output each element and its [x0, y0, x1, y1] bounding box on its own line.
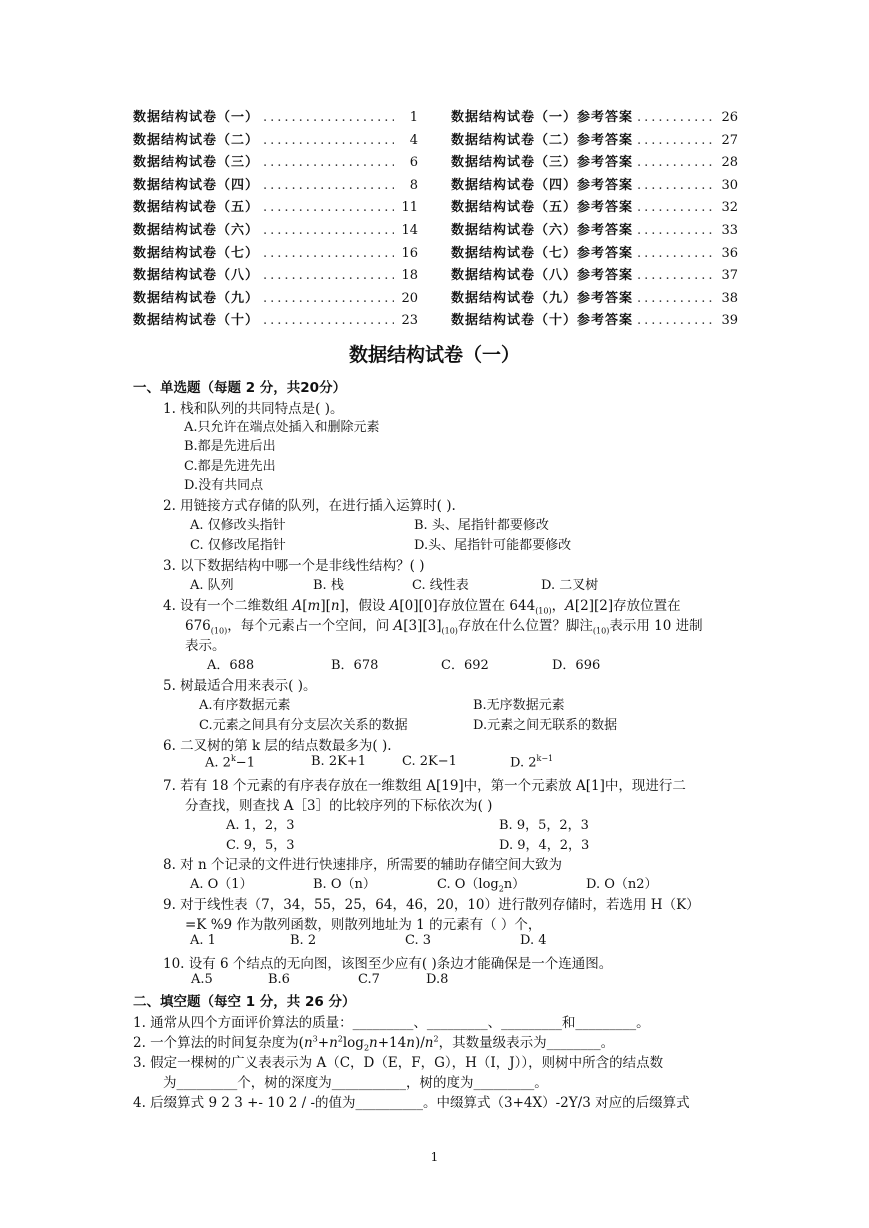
question-4-option-c: C．692 — [441, 658, 489, 673]
toc-leader-dots — [637, 223, 712, 238]
toc-entry-left[interactable] — [133, 309, 418, 328]
question-6-option-a: A. $2^k-1$ — [205, 754, 255, 771]
toc-entry-title: 数据结构试卷（八）参考答案 — [451, 268, 634, 284]
toc-entry-title: 数据结构试卷（四）参考答案 — [451, 177, 634, 193]
toc-entry-page: 18 — [401, 268, 418, 284]
toc-entry-page: 27 — [721, 132, 738, 148]
fill-question-4: 4. 后缀算式 9 2 3 +- 10 2 / -的值为__________。中缀算式（3+4X）-2Y/3 对应的后缀算式 — [133, 1095, 690, 1111]
toc-entry-page: 16 — [401, 245, 418, 261]
question-3-option-b: B. 栈 — [313, 578, 344, 593]
question-6-option-c: C. 2K−1 — [402, 754, 457, 769]
question-9-option-b: B. 2 — [290, 933, 317, 948]
toc-entry-page: 37 — [721, 268, 738, 284]
toc-leader-dots — [637, 178, 712, 193]
toc-entry-title: 数据结构试卷（五） — [133, 200, 260, 216]
question-4-option-a: A．688 — [207, 658, 255, 673]
question-10-option-c: C.7 — [358, 972, 380, 987]
question-3-option-d: D. 二叉树 — [541, 578, 599, 593]
toc-entry-title: 数据结构试卷（九） — [133, 290, 260, 306]
toc-entry-title: 数据结构试卷（一）参考答案 — [451, 110, 634, 125]
question-1-option-d: D.没有共同点 — [184, 478, 264, 493]
toc-entry-left[interactable] — [133, 264, 418, 283]
question-5-option-b: B.无序数据元素 — [473, 698, 565, 713]
question-7-line-2: 分查找，则查找 A［3］的比较序列的下标依次为( ) — [185, 798, 493, 814]
toc-entry-page: 39 — [721, 313, 738, 329]
toc-entry-page: 20 — [401, 290, 418, 306]
toc-row — [133, 287, 743, 310]
toc-entry-left[interactable] — [133, 196, 418, 215]
question-2-option-b: B. 头、尾指针都要修改 — [414, 518, 549, 533]
toc-entry-left[interactable] — [133, 219, 418, 238]
toc-entry-left[interactable] — [133, 106, 418, 125]
question-6-option-b: B. 2K+1 — [311, 754, 366, 769]
question-10-option-a: A.5 — [191, 972, 213, 987]
toc-entry-title: 数据结构试卷（二）参考答案 — [451, 132, 634, 148]
toc-entry-page: 14 — [401, 222, 418, 238]
question-9-option-a: A. 1 — [190, 933, 216, 948]
question-2-stem: 2. 用链接方式存储的队列，在进行插入运算时( ). — [163, 498, 456, 514]
toc-entry-right[interactable] — [451, 309, 738, 328]
toc-entry-title: 数据结构试卷（九）参考答案 — [451, 290, 634, 306]
toc-entry-left[interactable] — [133, 129, 418, 148]
toc-entry-title: 数据结构试卷（二） — [133, 132, 260, 148]
toc-entry-right[interactable] — [451, 219, 738, 238]
toc-entry-title: 数据结构试卷（七） — [133, 245, 260, 261]
toc-entry-page: 11 — [401, 200, 418, 216]
toc-entry-title: 数据结构试卷（四） — [133, 177, 260, 193]
question-4-option-d: D．696 — [552, 658, 601, 673]
question-1-option-a: A.只允许在端点处插入和删除元素 — [184, 420, 380, 435]
toc-leader-dots — [263, 246, 394, 261]
question-2-option-c: C. 仅修改尾指针 — [190, 538, 286, 553]
toc-entry-title: 数据结构试卷（七）参考答案 — [451, 245, 634, 261]
toc-entry-title: 数据结构试卷（六）参考答案 — [451, 222, 634, 238]
toc-leader-dots — [263, 178, 394, 193]
question-3-option-a: A. 队列 — [190, 578, 234, 593]
toc-entry-title: 数据结构试卷（一） — [133, 110, 260, 125]
toc-row — [133, 106, 743, 129]
toc-entry-page: 36 — [721, 245, 738, 261]
toc-row — [133, 309, 743, 332]
question-8-option-d: D. O（n2） — [586, 877, 658, 892]
toc-entry-page: 26 — [721, 110, 738, 125]
question-5-option-c: C.元素之间具有分支层次关系的数据 — [199, 718, 408, 733]
section-heading-fill-blank: 二、填空题（每空 1 分，共 26 分） — [133, 994, 356, 1010]
toc-leader-dots — [263, 155, 394, 170]
question-4-line-3: 表示。 — [185, 638, 226, 654]
paper-title: 数据结构试卷（一） — [348, 344, 520, 366]
question-2-option-a: A. 仅修改头指针 — [190, 518, 286, 533]
toc-entry-left[interactable] — [133, 242, 418, 261]
toc-entry-title: 数据结构试卷（五）参考答案 — [451, 200, 634, 216]
question-9-line-1: 9. 对于线性表（7，34，55，25，64，46，20，10）进行散列存储时，若选用 H（K） — [163, 897, 700, 913]
toc-entry-page: 6 — [409, 155, 418, 171]
question-1-stem: 1. 栈和队列的共同特点是( )。 — [163, 401, 344, 417]
fill-question-1: 1. 通常从四个方面评价算法的质量：_________、_________、_________和_________。 — [133, 1015, 650, 1031]
toc-leader-dots — [637, 246, 712, 261]
question-10-option-b: B.6 — [268, 972, 290, 987]
toc-row — [133, 196, 743, 219]
toc-entry-right[interactable] — [451, 129, 738, 148]
toc-entry-page: 33 — [721, 222, 738, 238]
question-2-option-d: D.头、尾指针可能都要修改 — [414, 538, 572, 553]
question-9-option-d: D. 4 — [520, 933, 547, 948]
toc-entry-left[interactable] — [133, 287, 418, 306]
toc-leader-dots — [637, 200, 712, 215]
toc-entry-page: 38 — [721, 290, 738, 306]
toc-row — [133, 219, 743, 242]
question-1-option-b: B.都是先进后出 — [184, 439, 276, 454]
question-7-option-d: D. 9，4，2，3 — [499, 838, 590, 853]
toc-entry-title: 数据结构试卷（三） — [133, 155, 260, 171]
question-7-option-a: A. 1，2，3 — [226, 818, 295, 833]
toc-leader-dots — [263, 291, 394, 306]
toc-entry-left[interactable] — [133, 174, 418, 193]
toc-entry-page: 8 — [409, 177, 418, 193]
question-3-option-c: C. 线性表 — [412, 578, 469, 593]
toc-entry-title: 数据结构试卷（八） — [133, 268, 260, 284]
toc-leader-dots — [637, 268, 712, 283]
question-6-option-d: D. $2^{k-1}$ — [510, 754, 554, 771]
question-1-option-c: C.都是先进先出 — [184, 459, 276, 474]
fill-question-2: 2. 一个算法的时间复杂度为$(n^3+n^2\log_2n+14n)/n^2$，其数量级表示为________。 — [133, 1034, 615, 1053]
question-5-option-d: D.元素之间无联系的数据 — [473, 718, 618, 733]
toc-entry-right[interactable] — [451, 287, 738, 306]
toc-leader-dots — [637, 291, 712, 306]
question-10-stem: 10. 设有 6 个结点的无向图，该图至少应有( )条边才能确保是一个连通图。 — [163, 956, 613, 972]
question-5-option-a: A.有序数据元素 — [199, 698, 291, 713]
toc-entry-right[interactable] — [451, 151, 738, 170]
toc-row — [133, 174, 743, 197]
question-8-option-a: A. O（1） — [190, 877, 253, 892]
toc-entry-page: 1 — [409, 110, 418, 125]
toc-entry-title: 数据结构试卷（十）参考答案 — [451, 313, 634, 329]
toc-leader-dots — [263, 223, 394, 238]
toc-entry-page: 23 — [401, 313, 418, 329]
question-9-line-2: =K %9 作为散列函数，则散列地址为 1 的元素有（ ）个， — [185, 917, 542, 933]
question-4-option-b: B．678 — [331, 658, 379, 673]
question-6-stem: 6. 二叉树的第 k 层的结点数最多为( ). — [163, 738, 392, 754]
toc-entry-right[interactable] — [451, 106, 738, 125]
question-5-stem: 5. 树最适合用来表示( )。 — [163, 678, 317, 694]
toc-leader-dots — [263, 133, 394, 148]
question-7-option-c: C. 9，5，3 — [226, 838, 295, 853]
fill-question-3-line-1: 3. 假定一棵树的广义表表示为 A（C，D（E，F，G），H（I，J）），则树中所含的结点数 — [133, 1055, 664, 1071]
question-10-option-d: D.8 — [426, 972, 449, 987]
toc-leader-dots — [637, 133, 712, 148]
fill-question-3-line-2: 为_________个，树的深度为___________，树的度为_________。 — [163, 1075, 548, 1091]
toc-entry-title: 数据结构试卷（三）参考答案 — [451, 155, 634, 171]
toc-entry-right[interactable] — [451, 242, 738, 261]
toc-entry-left[interactable] — [133, 151, 418, 170]
toc-row — [133, 242, 743, 265]
question-7-line-1: 7. 若有 18 个元素的有序表存放在一维数组 A[19]中，第一个元素放 A[1]中，现进行二 — [163, 778, 686, 794]
section-heading-single-choice: 一、单选题（每题 2 分，共20分） — [133, 380, 347, 396]
toc-leader-dots — [263, 200, 394, 215]
question-8-stem: 8. 对 n 个记录的文件进行快速排序，所需要的辅助存储空间大致为 — [163, 857, 562, 873]
question-9-option-c: C. 3 — [405, 933, 432, 948]
toc-entry-page: 4 — [409, 132, 418, 148]
question-8-option-b: B. O（n） — [313, 877, 376, 892]
toc-leader-dots — [637, 313, 712, 328]
toc-row — [133, 264, 743, 287]
toc-entry-page: 30 — [721, 177, 738, 193]
toc-entry-right[interactable] — [451, 196, 738, 215]
table-of-contents — [133, 106, 743, 332]
question-8-option-c: C. $O(\log_2n)$ — [437, 877, 526, 894]
page-number: 1 — [430, 1150, 439, 1164]
question-4-line-1: 4. 设有一个二维数组 A[m][n]，假设 A[0][0]存放位置在 $644_{(10)}$，A[2][2]存放位置在 — [163, 598, 681, 616]
toc-entry-right[interactable] — [451, 264, 738, 283]
toc-leader-dots — [263, 313, 394, 328]
toc-entry-page: 28 — [721, 155, 738, 171]
toc-entry-title: 数据结构试卷（六） — [133, 222, 260, 238]
toc-row — [133, 151, 743, 174]
toc-leader-dots — [637, 155, 712, 170]
toc-entry-title: 数据结构试卷（十） — [133, 313, 260, 329]
toc-row — [133, 129, 743, 152]
toc-entry-page: 32 — [721, 200, 738, 216]
toc-leader-dots — [637, 110, 712, 125]
toc-entry-right[interactable] — [451, 174, 738, 193]
toc-leader-dots — [263, 268, 394, 283]
question-7-option-b: B. 9，5，2，3 — [499, 818, 589, 833]
toc-leader-dots — [263, 110, 394, 125]
question-4-line-2: $676_{(10)}$，每个元素占一个空间，问 $A[3][3]_{(10)}$存放在什么位置？脚注$_{(10)}$表示用 10 进制 — [185, 618, 703, 636]
question-3-stem: 3. 以下数据结构中哪一个是非线性结构？( ) — [163, 558, 425, 574]
